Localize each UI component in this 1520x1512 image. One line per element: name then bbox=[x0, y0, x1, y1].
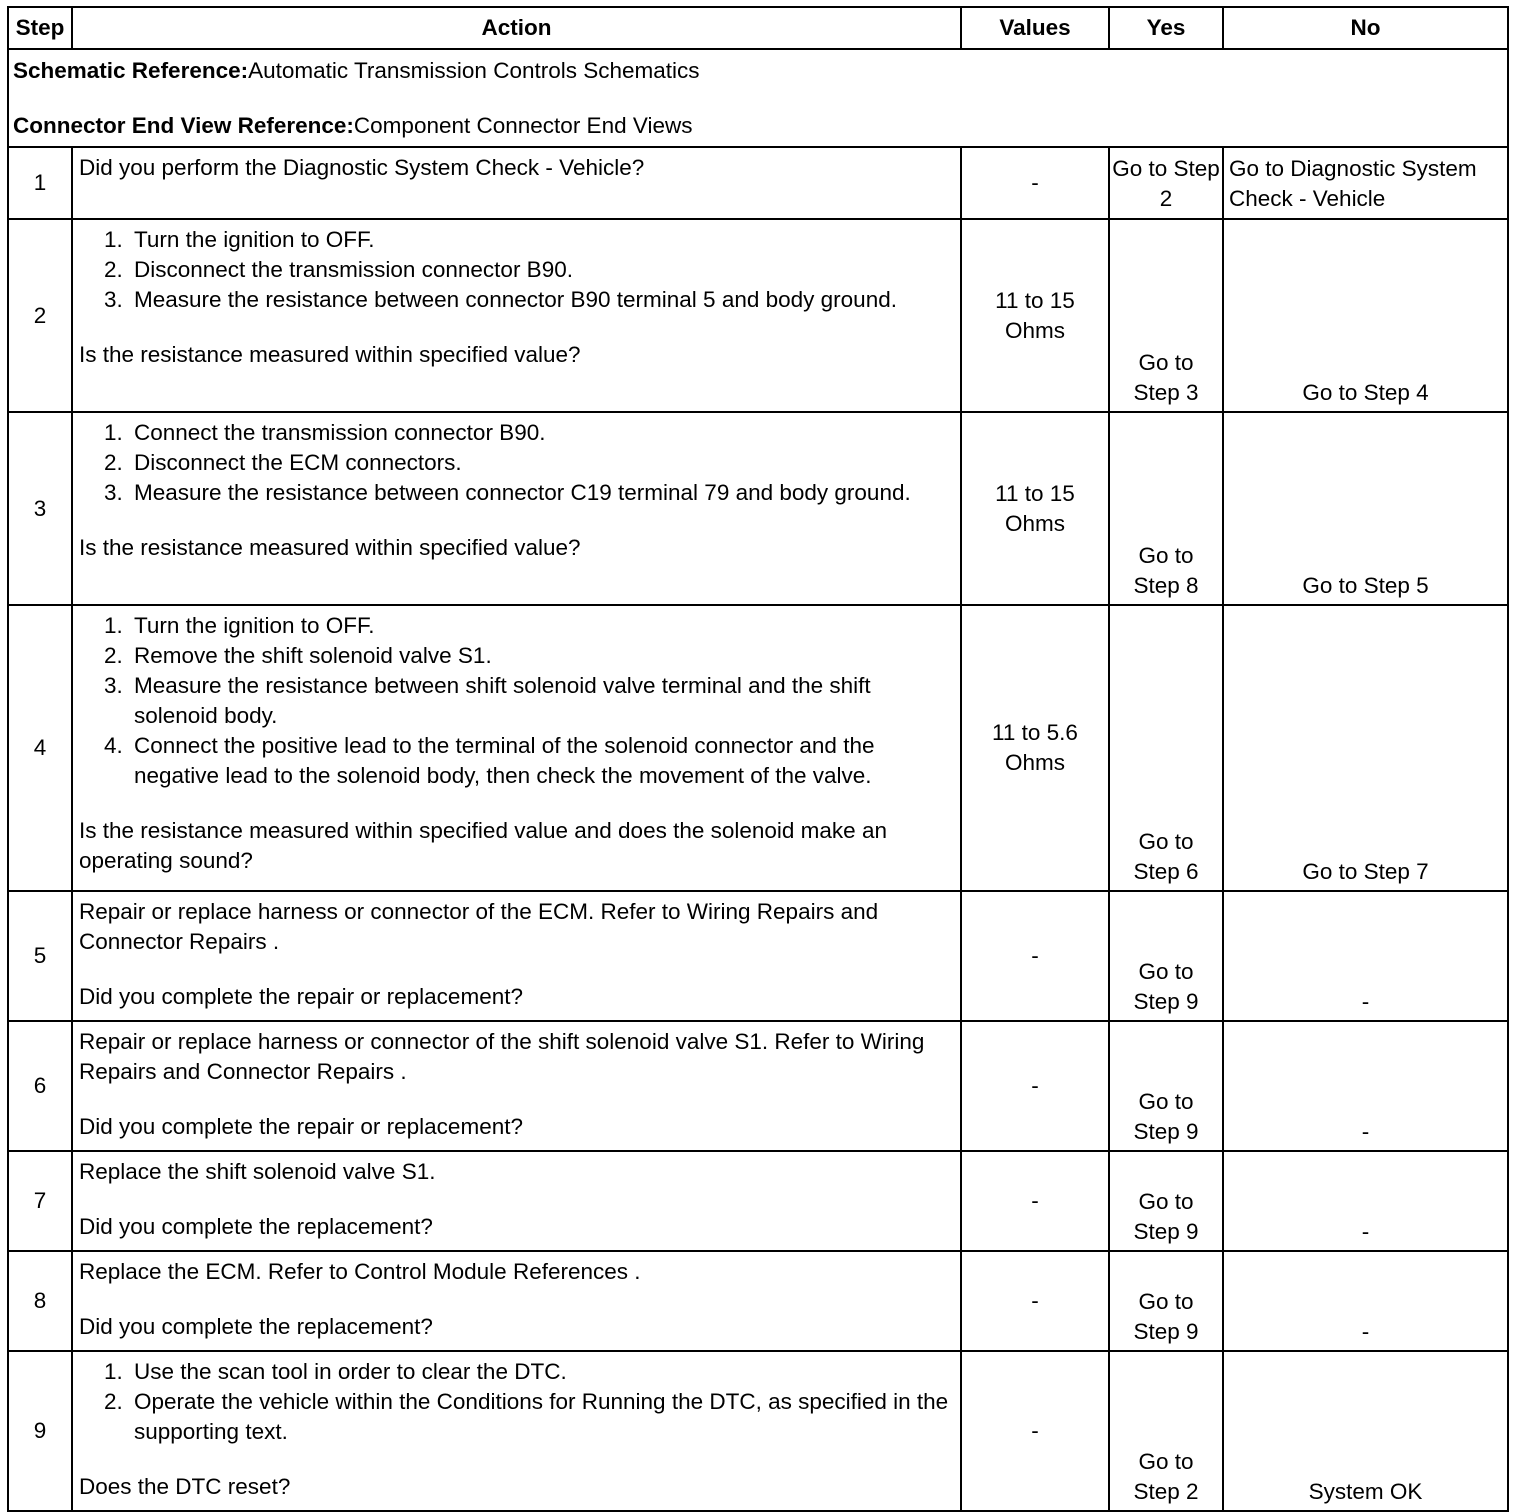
header-yes: Yes bbox=[1109, 7, 1223, 49]
table-row bbox=[8, 1251, 1508, 1351]
table-row bbox=[8, 219, 1508, 412]
list-item: 2. Disconnect the ECM connectors. bbox=[129, 448, 954, 478]
table-row bbox=[8, 1021, 1508, 1151]
action-text: Repair or replace harness or connector of the ECM. Refer to Wiring Repairs and Connector Repairs . bbox=[79, 899, 879, 954]
step-number: 6 bbox=[8, 1021, 72, 1151]
step-yes[interactable]: Go to Step 8 bbox=[1109, 412, 1223, 605]
list-item: 1. Connect the transmission connector B90. bbox=[129, 418, 954, 448]
step-action bbox=[72, 1251, 961, 1351]
action-list bbox=[79, 611, 954, 791]
list-item: 3. Measure the resistance between connector C19 terminal 79 and body ground. bbox=[129, 478, 954, 508]
step-action bbox=[72, 412, 961, 605]
step-number: 1 bbox=[8, 147, 72, 219]
connector-reference-label: Connector End View Reference: bbox=[13, 113, 354, 138]
step-yes[interactable]: Go to Step 9 bbox=[1109, 1151, 1223, 1251]
action-question: Did you complete the repair or replacement? bbox=[79, 1114, 523, 1139]
step-values: 11 to 15 Ohms bbox=[961, 412, 1109, 605]
list-item: 2. Operate the vehicle within the Conditions for Running the DTC, as specified in the supporting text. bbox=[129, 1387, 954, 1447]
step-yes[interactable]: Go to Step 2 bbox=[1109, 1351, 1223, 1511]
action-question: Did you complete the replacement? bbox=[79, 1214, 433, 1239]
step-values: 11 to 5.6 Ohms bbox=[961, 605, 1109, 891]
step-values: - bbox=[961, 147, 1109, 219]
action-list bbox=[79, 225, 954, 315]
list-item: 2. Remove the shift solenoid valve S1. bbox=[129, 641, 954, 671]
list-item: 3. Measure the resistance between connector B90 terminal 5 and body ground. bbox=[129, 285, 954, 315]
connector-reference bbox=[13, 111, 1503, 141]
step-yes[interactable]: Go to Step 9 bbox=[1109, 891, 1223, 1021]
list-item: 1. Use the scan tool in order to clear the DTC. bbox=[129, 1357, 954, 1387]
step-yes[interactable]: Go to Step 6 bbox=[1109, 605, 1223, 891]
list-item: 2. Disconnect the transmission connector B90. bbox=[129, 255, 954, 285]
step-number: 3 bbox=[8, 412, 72, 605]
step-no: - bbox=[1223, 1251, 1508, 1351]
step-number: 8 bbox=[8, 1251, 72, 1351]
step-action bbox=[72, 1351, 961, 1511]
action-question: Is the resistance measured within specified value and does the solenoid make an operating sound? bbox=[79, 818, 887, 873]
diagnostic-table bbox=[7, 6, 1509, 1512]
action-list bbox=[79, 1357, 954, 1447]
list-item: 1. Turn the ignition to OFF. bbox=[129, 225, 954, 255]
step-no: - bbox=[1223, 891, 1508, 1021]
step-number: 7 bbox=[8, 1151, 72, 1251]
step-yes[interactable]: Go to Step 9 bbox=[1109, 1021, 1223, 1151]
list-item: 4. Connect the positive lead to the terminal of the solenoid connector and the negative lead to the solenoid body, then check the movement of the valve. bbox=[129, 731, 954, 791]
action-text: Replace the shift solenoid valve S1. bbox=[79, 1159, 436, 1184]
schematic-reference-label: Schematic Reference: bbox=[13, 58, 249, 83]
reference-cell bbox=[8, 49, 1508, 147]
schematic-reference-link[interactable]: Automatic Transmission Controls Schematics bbox=[248, 58, 700, 83]
step-no: - bbox=[1223, 1021, 1508, 1151]
step-no[interactable]: Go to Step 7 bbox=[1223, 605, 1508, 891]
step-yes[interactable]: Go to Step 9 bbox=[1109, 1251, 1223, 1351]
action-question: Is the resistance measured within specified value? bbox=[79, 342, 581, 367]
header-action: Action bbox=[72, 7, 961, 49]
action-list bbox=[79, 418, 954, 508]
step-values: - bbox=[961, 1351, 1109, 1511]
step-action bbox=[72, 891, 961, 1021]
schematic-reference bbox=[13, 56, 1503, 86]
reference-row bbox=[8, 49, 1508, 147]
action-question: Did you complete the replacement? bbox=[79, 1314, 433, 1339]
action-text: Repair or replace harness or connector of the shift solenoid valve S1. Refer to Wiring Repairs and Connector Repairs . bbox=[79, 1029, 925, 1084]
step-yes[interactable]: Go to Step 2 bbox=[1109, 147, 1223, 219]
step-values: - bbox=[961, 1251, 1109, 1351]
header-row bbox=[8, 7, 1508, 49]
action-text: Did you perform the Diagnostic System Check - Vehicle? bbox=[79, 155, 645, 180]
step-values: - bbox=[961, 891, 1109, 1021]
step-number: 5 bbox=[8, 891, 72, 1021]
header-no: No bbox=[1223, 7, 1508, 49]
action-question: Did you complete the repair or replacement? bbox=[79, 984, 523, 1009]
action-text: Replace the ECM. Refer to Control Module References . bbox=[79, 1259, 641, 1284]
header-values: Values bbox=[961, 7, 1109, 49]
step-number: 2 bbox=[8, 219, 72, 412]
table-row bbox=[8, 1351, 1508, 1511]
table-row bbox=[8, 1151, 1508, 1251]
table-row bbox=[8, 412, 1508, 605]
header-step: Step bbox=[8, 7, 72, 49]
table-row bbox=[8, 605, 1508, 891]
step-action bbox=[72, 1021, 961, 1151]
table-row bbox=[8, 147, 1508, 219]
action-question: Is the resistance measured within specified value? bbox=[79, 535, 581, 560]
step-values: - bbox=[961, 1021, 1109, 1151]
step-action bbox=[72, 1151, 961, 1251]
action-question: Does the DTC reset? bbox=[79, 1474, 291, 1499]
step-action bbox=[72, 219, 961, 412]
connector-reference-link[interactable]: Component Connector End Views bbox=[353, 113, 693, 138]
step-number: 9 bbox=[8, 1351, 72, 1511]
step-values: - bbox=[961, 1151, 1109, 1251]
step-no: - bbox=[1223, 1151, 1508, 1251]
list-item: 3. Measure the resistance between shift solenoid valve terminal and the shift solenoid body. bbox=[129, 671, 954, 731]
table-row bbox=[8, 891, 1508, 1021]
step-action bbox=[72, 605, 961, 891]
step-values: 11 to 15 Ohms bbox=[961, 219, 1109, 412]
step-no[interactable]: Go to Diagnostic System Check - Vehicle bbox=[1223, 147, 1508, 219]
step-no[interactable]: System OK bbox=[1223, 1351, 1508, 1511]
step-action bbox=[72, 147, 961, 219]
step-yes[interactable]: Go to Step 3 bbox=[1109, 219, 1223, 412]
step-no[interactable]: Go to Step 4 bbox=[1223, 219, 1508, 412]
step-number: 4 bbox=[8, 605, 72, 891]
step-no[interactable]: Go to Step 5 bbox=[1223, 412, 1508, 605]
list-item: 1. Turn the ignition to OFF. bbox=[129, 611, 954, 641]
